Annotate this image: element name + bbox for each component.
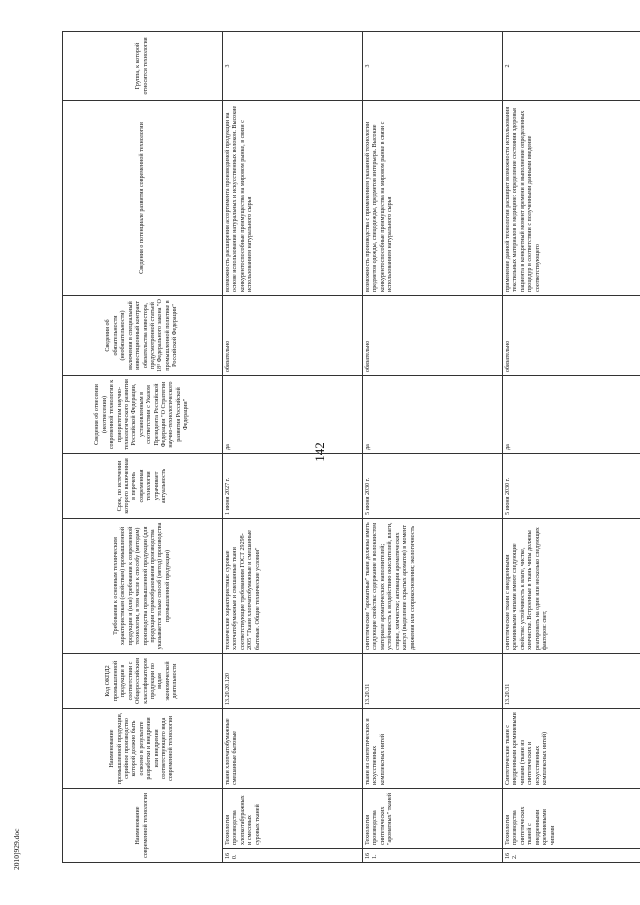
- deadline-cell: 1 июня 2027 г.: [223, 454, 363, 519]
- page-number: 142: [312, 442, 327, 462]
- strategy-cell: да: [223, 376, 363, 454]
- okpd-cell: 13.20.20.120: [223, 654, 363, 709]
- spic-cell: обязательно: [503, 296, 640, 376]
- requirements-cell: технические характеристики: суровые хлопчатобумажные и смешанные ткани соответствующие требованиям ГОСТ 29298-2005 "Ткани хлопчатобумажные и смешанные бытовые. Общие технические условия": [223, 519, 363, 654]
- potential-cell: возможность производства с применением указанной технологии предметов одежды, спецодежды, предметов интерьера. Высокие конкурентоспособные преимущества на мировом рынке в связи с использованием натурального сырья: [363, 101, 503, 296]
- header-requirements: Требования к основным техническим характеристикам (свойствам) промышленной продукции и (или) требования к современной технологии, в том числе к способу (методам) производства промышленной продукции (для продукции гормообразования производства указывается только способ (метод) производства промышленной продукции): [63, 519, 223, 654]
- header-potential: Сведения о потенциале развития современной технологии: [63, 101, 223, 296]
- deadline-cell: 5 июня 2030 г.: [503, 454, 640, 519]
- technology-cell: Технология производства хлопкотабуражных и смесовых суровых тканей: [223, 789, 363, 849]
- potential-cell: возможность расширения ассортимента производимой продукции на основе использования натуральных и искусственных волокон. Высокие конкурентоспособные преимущества на мировом рынке, в связи с использованием натурального сырья: [223, 101, 363, 296]
- technology-cell: Технология производства синтетических "ароматных" тканей: [363, 789, 503, 849]
- product-cell: ткани хлопчатобумажные смешанные бытовые: [223, 709, 363, 789]
- row-number: 161.: [363, 849, 503, 863]
- row-number: 162.: [503, 849, 640, 863]
- group-cell: 3: [223, 32, 363, 101]
- document-footer: 2010]929.doc: [12, 828, 21, 870]
- table-row: [503, 32, 640, 863]
- header-okpd: Код ОКПД2 промышленной продукции в соответствии с Общероссийским классификатором продукции по видам экономической деятельности: [63, 654, 223, 709]
- strategy-cell: да: [503, 376, 640, 454]
- header-group: Группа, к которой относится технология: [63, 32, 223, 101]
- header-spic: Сведения об обязательности (необязательности) включения в специальный инвестиционный контракт обязательства инвестора, предусмотренной статьей 18¹ Федерального закона "О промышленной политике в Российской Федерации": [63, 296, 223, 376]
- header-strategy: Сведения об отнесении (неотнесении) современной технологии к приоритетам научно-технологического развития Российской Федерации, установленным в соответствии с Указом Президента Российской Федерации "О Стратегии научно-технологического развития Российской Федерации": [63, 376, 223, 454]
- potential-cell: применение данной технологии расширит возможности использования текстильных материалов в медицине: определение состояния здоровья пациента в конкретный момент времени и выполнение определенных процедур в соответствии с полученными данными введение соответствующего: [503, 101, 640, 296]
- requirements-cell: синтетические ткани с внедренными кремниевыми чипами имеют следующие свойства: устойчивость к влаге, чистке, химчистке. Встроенные в ткань чипы должны реагировать на один или несколько следующих факторов: свет,: [503, 519, 640, 654]
- technology-cell: Технология производства синтетических тканей с внедренными кремниевыми чипами: [503, 789, 640, 849]
- product-cell: ткани из синтетических и искусственных комплексных нитей: [363, 709, 503, 789]
- row-number: 160.: [223, 849, 363, 863]
- spic-cell: обязательно: [363, 296, 503, 376]
- group-cell: 3: [363, 32, 503, 101]
- spic-cell: обязательно: [223, 296, 363, 376]
- header-product: Наименование промышленной продукции, серийное производство которой должно быть освоено в результате разработки и внедрения или внедрения соответствующего вида современной технологии: [63, 709, 223, 789]
- table-row: [223, 32, 363, 863]
- deadline-cell: 5 июня 2030 г.: [363, 454, 503, 519]
- header-deadline: Срок, по истечении которого включенная в перечень современная технология утрачивает актуальность: [63, 454, 223, 519]
- group-cell: 2: [503, 32, 640, 101]
- technology-table: [62, 31, 640, 863]
- table-header-row: [63, 32, 223, 863]
- requirements-cell: синтетические "ароматные" ткани должны иметь следующие свойства: содержание в волокнистом материале ароматических наполнителей; устойчивость к воздействию окислителей, влаги, стирке, химчистке; активация ароматических капсул (выделение скрытых ароматов) в момент движения или соприкосновения; экологичность: [363, 519, 503, 654]
- product-cell: Синтетические ткани с внедренными кремниевыми чипами (ткани из синтетических и искусственных комплексных нитей): [503, 709, 640, 789]
- header-technology: Наименование современной технологии: [63, 789, 223, 863]
- strategy-cell: да: [363, 376, 503, 454]
- table-row: [363, 32, 503, 863]
- okpd-cell: 13.20.31: [363, 654, 503, 709]
- okpd-cell: 13.20.31: [503, 654, 640, 709]
